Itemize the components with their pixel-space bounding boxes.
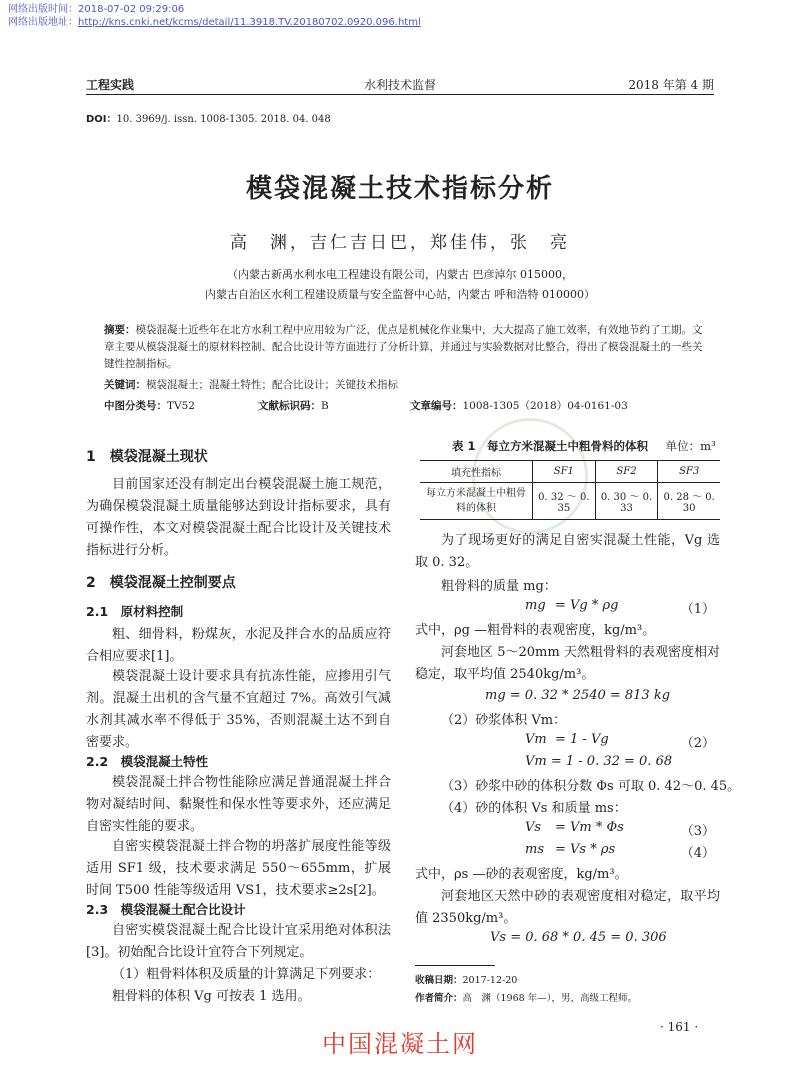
received-date-value: 2017-12-20 — [462, 975, 518, 986]
table-header-cell: SF1 — [533, 461, 596, 483]
running-head-journal: 水利技术监督 — [363, 78, 437, 92]
abstract-label: 摘要： — [104, 324, 136, 336]
equation-1-lhs: mg — [525, 598, 546, 613]
equation-4-lhs: ms — [525, 842, 544, 857]
publish-address-stamp — [8, 17, 421, 29]
section-2-heading: 2 模袋混凝土控制要点 — [86, 575, 236, 591]
site-watermark: 中国混凝土网 — [322, 1030, 478, 1058]
section-1-paragraph: 目前国家还没有制定出台模袋混凝土施工规范，为确保模袋混凝土质量能够达到设计指标要求，具有可操作性，本文对模袋混凝土配合比设计及关键技术指标进行分析。 — [86, 477, 391, 558]
equation-1 — [415, 598, 715, 618]
author-list: 高 渊，吉仁吉日巴，郑佳伟，张 亮 — [230, 233, 570, 253]
calculation-2: Vm = 1 - 0. 32 = 0. 68 — [525, 754, 673, 769]
equation-4-number: （4） — [680, 846, 715, 861]
right-paragraph-4: 河套地区 5～20mm 天然粗骨料的表观密度相对稳定，取平均值 2540kg/m³。 — [415, 645, 720, 682]
section-2-2-paragraph-2: 自密实模袋混凝土拌合物的坍落扩展度性能等级适用 SF1 级，技术要求满足 550～655mm，扩展时间 T500 性能等级适用 VS1，技术要求≥2s[2]。 — [86, 839, 391, 898]
table-1-title: 表 1 每立方米混凝土中粗骨料的体积 — [452, 439, 649, 453]
equation-2-rhs: = 1 - Vg — [555, 732, 609, 747]
equation-2-number: （2） — [680, 736, 715, 751]
keywords-text: 模袋混凝土；混凝土特性；配合比设计；关键技术指标 — [146, 379, 398, 391]
section-2-3-paragraph-3: 粗骨料的体积 Vg 可按表 1 选用。 — [112, 989, 311, 1004]
right-paragraph-1: 为了现场更好的满足自密实混凝土性能，Vg 选取 0. 32。 — [415, 533, 720, 570]
doi-line — [86, 110, 331, 125]
doc-code-label: 文献标识码： — [258, 400, 321, 412]
table-header-cell: SF3 — [658, 461, 720, 483]
paper-title: 模袋混凝土技术指标分析 — [245, 174, 554, 204]
equation-2-lhs: Vm — [525, 732, 547, 747]
equation-4 — [415, 842, 715, 862]
doi-value: 10. 3969/j. issn. 1008-1305. 2018. 04. 048 — [116, 114, 331, 125]
author-bio — [415, 990, 637, 1004]
publish-time-stamp — [8, 4, 184, 16]
equation-4-rhs: = Vs * ρs — [555, 842, 616, 857]
right-paragraph-7: （4）砂的体积 Vs 和质量 ms： — [441, 801, 627, 816]
right-paragraph-5: （2）砂浆体积 Vm： — [441, 713, 567, 728]
equation-2 — [415, 732, 715, 752]
right-paragraph-8: 式中，ρs —砂的表观密度，kg/m³。 — [415, 867, 628, 882]
calculation-1: mg = 0. 32 * 2540 = 813 kg — [485, 688, 671, 703]
running-head — [86, 74, 714, 95]
section-2-1-heading: 2.1 原材料控制 — [86, 604, 184, 619]
publish-address-label: 网络出版地址： — [8, 17, 78, 28]
table-1-unit: 单位：m³ — [665, 439, 716, 453]
author-bio-value: 高 渊（1968 年—），男，高级工程师。 — [462, 993, 637, 1004]
publish-time-value: 2018-07-02 09:29:06 — [78, 4, 185, 15]
keywords-label: 关键词： — [104, 379, 146, 391]
table-header-cell: SF2 — [595, 461, 658, 483]
running-head-issue: 2018 年第 4 期 — [628, 78, 714, 92]
article-number-value: 1008-1305（2018）04-0161-03 — [462, 400, 628, 412]
equation-1-rhs: = Vg * ρg — [555, 598, 619, 613]
table-cell: 0. 30 ～ 0. 33 — [595, 483, 658, 520]
table-cell: 0. 28 ～ 0. 30 — [658, 483, 720, 520]
keywords — [104, 377, 704, 394]
running-head-section: 工程实践 — [86, 78, 135, 92]
right-paragraph-2: 粗骨料的质量 mg： — [441, 579, 557, 594]
section-2-3-paragraph-1: 自密实模袋混凝土配合比设计宜采用绝对体积法[3]。初始配合比设计宜符合下列规定。 — [86, 923, 391, 960]
table-header-row — [420, 461, 720, 483]
section-2-1-paragraph-2: 模袋混凝土设计要求具有抗冻性能，应掺用引气剂。混凝土出机的含气量不宜超过 7%。高效引气减水剂其减水率不得低于 35%，否则混凝土达不到自密要求。 — [86, 669, 391, 750]
footnote-divider — [415, 965, 495, 966]
right-paragraph-3: 式中，ρg —粗骨料的表观密度，kg/m³。 — [415, 623, 656, 638]
section-2-2-heading: 2.2 模袋混凝土特性 — [86, 754, 209, 769]
section-2-2-paragraph-1: 模袋混凝土拌合物性能除应满足普通混凝土拌合物对凝结时间、黏聚性和保水性等要求外，还应满足自密实性能的要求。 — [86, 775, 391, 834]
received-date — [415, 972, 517, 986]
equation-1-number: （1） — [680, 602, 715, 617]
table-1-caption — [452, 438, 716, 454]
table-row — [420, 483, 720, 520]
clc-value: TV52 — [167, 400, 195, 412]
table-1 — [420, 460, 720, 520]
section-1-heading: 1 模袋混凝土现状 — [86, 449, 208, 465]
publish-address-link[interactable]: http://kns.cnki.net/kcms/detail/11.3918.TV.20180702.0920.096.html — [78, 17, 421, 28]
section-2-3-heading: 2.3 模袋混凝土配合比设计 — [86, 902, 246, 917]
doc-code-value: B — [321, 400, 329, 412]
abstract-text: 模袋混凝土近些年在北方水利工程中应用较为广泛，优点是机械化作业集中，大大提高了施工效率，有效地节约了工期。文章主要从模袋混凝土的原材料控制、配合比设计等方面进行了分析计算，并通过与实验数据对比整合，得出了模袋混凝土的一些关键性控制指标。 — [104, 324, 703, 370]
affiliation-line-2: 内蒙古自治区水利工程建设质量与安全监督中心站，内蒙古 呼和浩特 010000） — [205, 288, 595, 301]
right-paragraph-6: （3）砂浆中砂的体积分数 Φs 可取 0. 42～0. 45。 — [441, 779, 741, 794]
article-number-label: 文章编号： — [410, 400, 463, 412]
equation-3-rhs: = Vm * Φs — [555, 820, 624, 835]
right-paragraph-9: 河套地区天然中砂的表观密度相对稳定，取平均值 2350kg/m³。 — [415, 889, 720, 926]
section-2-1-paragraph-1: 粗、细骨料，粉煤灰，水泥及拌合水的品质应符合相应要求[1]。 — [86, 627, 391, 664]
publish-time-label: 网络出版时间： — [8, 4, 78, 15]
clc-label: 中图分类号： — [104, 400, 167, 412]
equation-3-lhs: Vs — [525, 820, 542, 835]
calculation-3: Vs = 0. 68 * 0. 45 = 0. 306 — [490, 930, 667, 945]
doi-label: DOI： — [86, 114, 117, 125]
equation-3 — [415, 820, 715, 840]
affiliation-line-1: （内蒙古新禹水利水电工程建设有限公司，内蒙古 巴彦淖尔 015000， — [227, 268, 573, 281]
table-header-cell: 填充性指标 — [420, 461, 533, 483]
table-cell: 0. 32 ～ 0. 35 — [533, 483, 596, 520]
page-number: · 161 · — [660, 1020, 699, 1034]
abstract — [104, 322, 704, 373]
section-2-3-paragraph-2: （1）粗骨料体积及质量的计算满足下列要求： — [112, 967, 381, 982]
received-date-label: 收稿日期： — [415, 975, 463, 986]
table-row-label: 每立方米混凝土中粗骨料的体积 — [420, 483, 533, 520]
equation-3-number: （3） — [680, 824, 715, 839]
author-bio-label: 作者简介： — [415, 993, 463, 1004]
